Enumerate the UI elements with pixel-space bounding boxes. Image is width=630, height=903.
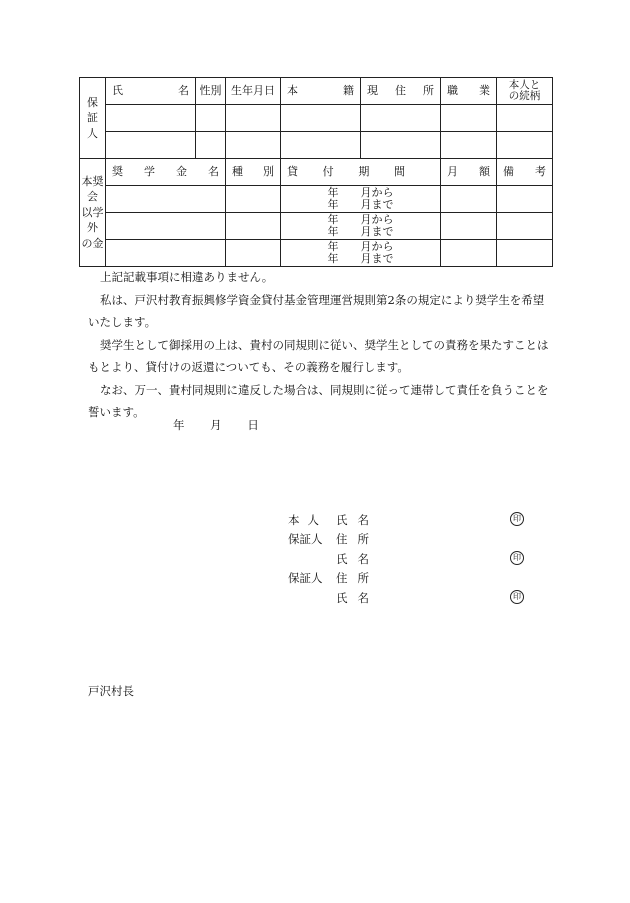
declaration-paragraph: 私は、戸沢村教育振興修学資金貸付基金管理運営規則第2条の規定により奨学生を希望いたします。 (88, 292, 545, 329)
address-field-label: 住所 (336, 571, 379, 586)
declaration-paragraph: 上記記載事項に相違ありません。 (100, 270, 274, 284)
guarantor-section-label: 保 証 人 (80, 78, 106, 159)
guarantor-job-cell[interactable] (441, 132, 497, 159)
date-line (173, 417, 281, 433)
col-scholarship-name-header: 奨 学 金 名 (106, 159, 226, 186)
guarantor-sex-cell[interactable] (196, 132, 226, 159)
scholarship-type-cell[interactable] (226, 186, 281, 213)
col-period-header: 貸 付 期 間 (281, 159, 441, 186)
col-monthly-header: 月 額 (441, 159, 497, 186)
scholarship-monthly-cell[interactable] (441, 213, 497, 240)
guarantor-row (80, 132, 553, 159)
name-field-label: 氏名 (336, 590, 379, 605)
guarantor-role-label: 保証人 (288, 571, 323, 586)
guarantor-honseki-cell[interactable] (281, 105, 361, 132)
guarantor1-address-row (288, 530, 528, 550)
guarantor-relation-cell[interactable] (497, 132, 553, 159)
guarantor-row (80, 105, 553, 132)
guarantor-honseki-cell[interactable] (281, 132, 361, 159)
guarantor2-name-row (288, 588, 528, 608)
declaration-paragraph: 奨学生として御採用の上は、貴村の同規則に従い、奨学生としての責務を果たすことはもとより、貸付けの返還についても、その義務を履行します。 (88, 337, 549, 374)
addressee: 戸沢村長 (88, 684, 134, 698)
guarantor-name-cell[interactable] (106, 105, 196, 132)
scholarship-row (80, 186, 553, 213)
scholarship-name-cell[interactable] (106, 186, 226, 213)
date-month-label: 月 (210, 418, 222, 432)
col-job-header: 職 業 (441, 78, 497, 105)
scholarship-type-cell[interactable] (226, 240, 281, 267)
self-role-label: 本人 (288, 512, 327, 527)
scholarship-name-cell[interactable] (106, 213, 226, 240)
scholarship-row (80, 213, 553, 240)
address-field-label: 住所 (336, 532, 379, 547)
declaration-paragraph: なお、万一、貴村同規則に違反した場合は、同規則に従って連帯して責任を負うことを誓います。 (88, 382, 549, 419)
scholarship-name-cell[interactable] (106, 240, 226, 267)
signature-block (288, 510, 528, 608)
guarantor-address-cell[interactable] (361, 105, 441, 132)
scholarship-period-cell[interactable]: 年 月から 年 月まで (281, 186, 441, 213)
col-name-header: 氏 名 (106, 78, 196, 105)
scholarship-monthly-cell[interactable] (441, 186, 497, 213)
guarantor-sex-cell[interactable] (196, 105, 226, 132)
self-name-row (288, 510, 528, 530)
col-type-header: 種 別 (226, 159, 281, 186)
guarantor-role-label: 保証人 (288, 532, 323, 547)
scholarship-period-cell[interactable]: 年 月から 年 月まで (281, 213, 441, 240)
declaration-text (88, 266, 553, 424)
col-relation-header: 本人と の続柄 (497, 78, 553, 105)
guarantor-job-cell[interactable] (441, 105, 497, 132)
date-year-label: 年 (173, 418, 185, 432)
guarantor-name-cell[interactable] (106, 132, 196, 159)
guarantor-relation-cell[interactable] (497, 105, 553, 132)
guarantor2-address-row (288, 569, 528, 589)
guarantor-birth-cell[interactable] (226, 132, 281, 159)
name-field-label: 氏名 (336, 512, 379, 527)
form-table (79, 77, 553, 267)
col-birth-header: 生年月日 (226, 78, 281, 105)
guarantor-address-cell[interactable] (361, 132, 441, 159)
scholarship-type-cell[interactable] (226, 213, 281, 240)
seal-mark: 印 (510, 551, 524, 565)
guarantor-birth-cell[interactable] (226, 105, 281, 132)
other-scholarship-section-label: 本奨 会 以学 外 の金 (80, 159, 106, 267)
seal-mark: 印 (510, 512, 524, 526)
scholarship-remarks-cell[interactable] (497, 240, 553, 267)
scholarship-row (80, 240, 553, 267)
col-honseki-header: 本 籍 (281, 78, 361, 105)
scholarship-remarks-cell[interactable] (497, 186, 553, 213)
scholarship-remarks-cell[interactable] (497, 213, 553, 240)
seal-mark: 印 (510, 590, 524, 604)
col-address-header: 現 住 所 (361, 78, 441, 105)
date-day-label: 日 (247, 418, 259, 432)
col-sex-header: 性別 (196, 78, 226, 105)
scholarship-monthly-cell[interactable] (441, 240, 497, 267)
col-remarks-header: 備 考 (497, 159, 553, 186)
scholarship-period-cell[interactable]: 年 月から 年 月まで (281, 240, 441, 267)
guarantor1-name-row (288, 549, 528, 569)
name-field-label: 氏名 (336, 551, 379, 566)
